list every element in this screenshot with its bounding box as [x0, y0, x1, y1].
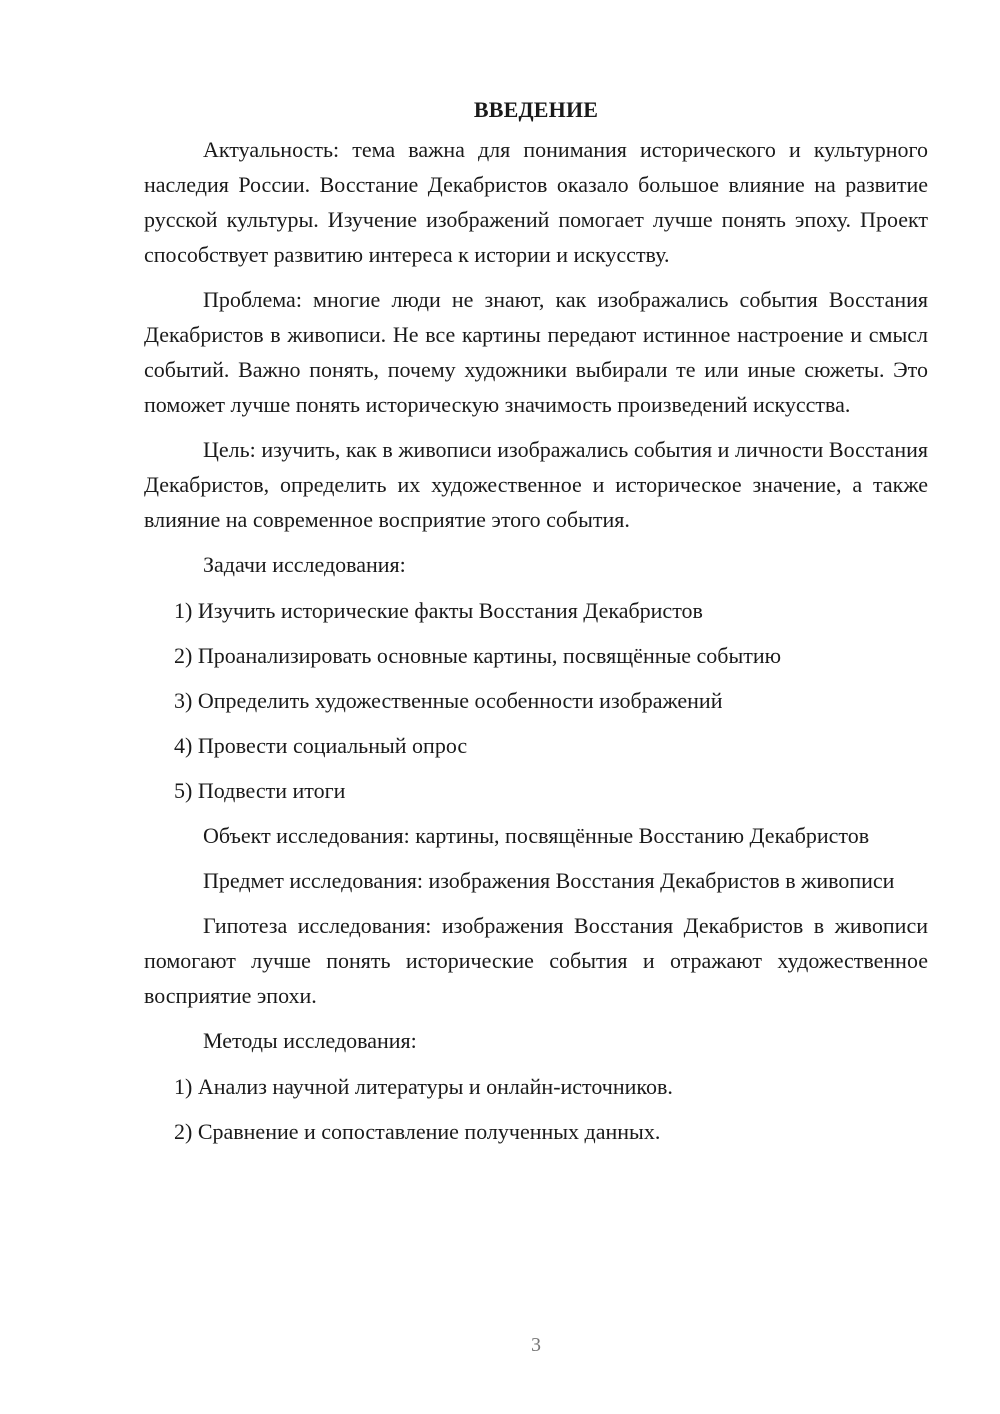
goal-paragraph: Цель: изучить, как в живописи изображались события и личности Восстания Декабристов, определить их художественное и историческое значение, а также влияние на современное восприятие этого события. — [144, 437, 928, 532]
section-title: ВВЕДЕНИЕ — [473, 97, 599, 122]
relevance-paragraph: Актуальность: тема важна для понимания исторического и культурного наследия России. Восстание Декабристов оказало большое влияние на развитие русской культуры. Изучение изображений помогает лучше понять эпоху. Проект способствует развитию интереса к истории и искусству. — [144, 137, 928, 267]
task-item: 5) Подвести итоги — [174, 778, 346, 803]
subject-paragraph: Предмет исследования: изображения Восстания Декабристов в живописи — [203, 868, 895, 893]
method-item: 2) Сравнение и сопоставление полученных данных. — [174, 1119, 661, 1144]
hypothesis-paragraph: Гипотеза исследования: изображения Восстания Декабристов в живописи помогают лучше понять исторические события и отражают художественное восприятие эпохи. — [144, 913, 928, 1008]
methods-heading: Методы исследования: — [203, 1028, 417, 1053]
task-item: 1) Изучить исторические факты Восстания Декабристов — [174, 598, 703, 623]
task-item: 3) Определить художественные особенности изображений — [174, 688, 723, 713]
object-paragraph: Объект исследования: картины, посвящённые Восстанию Декабристов — [203, 823, 870, 848]
document-page — [144, 92, 928, 1159]
method-item: 1) Анализ научной литературы и онлайн-источников. — [174, 1074, 673, 1099]
problem-paragraph: Проблема: многие люди не знают, как изображались события Восстания Декабристов в живописи. Не все картины передают истинное настроение и смысл событий. Важно понять, почему художники выбирали те или иные сюжеты. Это поможет лучше понять историческую значимость произведений искусства. — [144, 287, 928, 417]
task-item: 4) Провести социальный опрос — [174, 733, 468, 758]
task-item: 2) Проанализировать основные картины, посвящённые событию — [174, 643, 782, 668]
page-number: 3 — [531, 1334, 541, 1356]
tasks-heading: Задачи исследования: — [203, 552, 406, 577]
